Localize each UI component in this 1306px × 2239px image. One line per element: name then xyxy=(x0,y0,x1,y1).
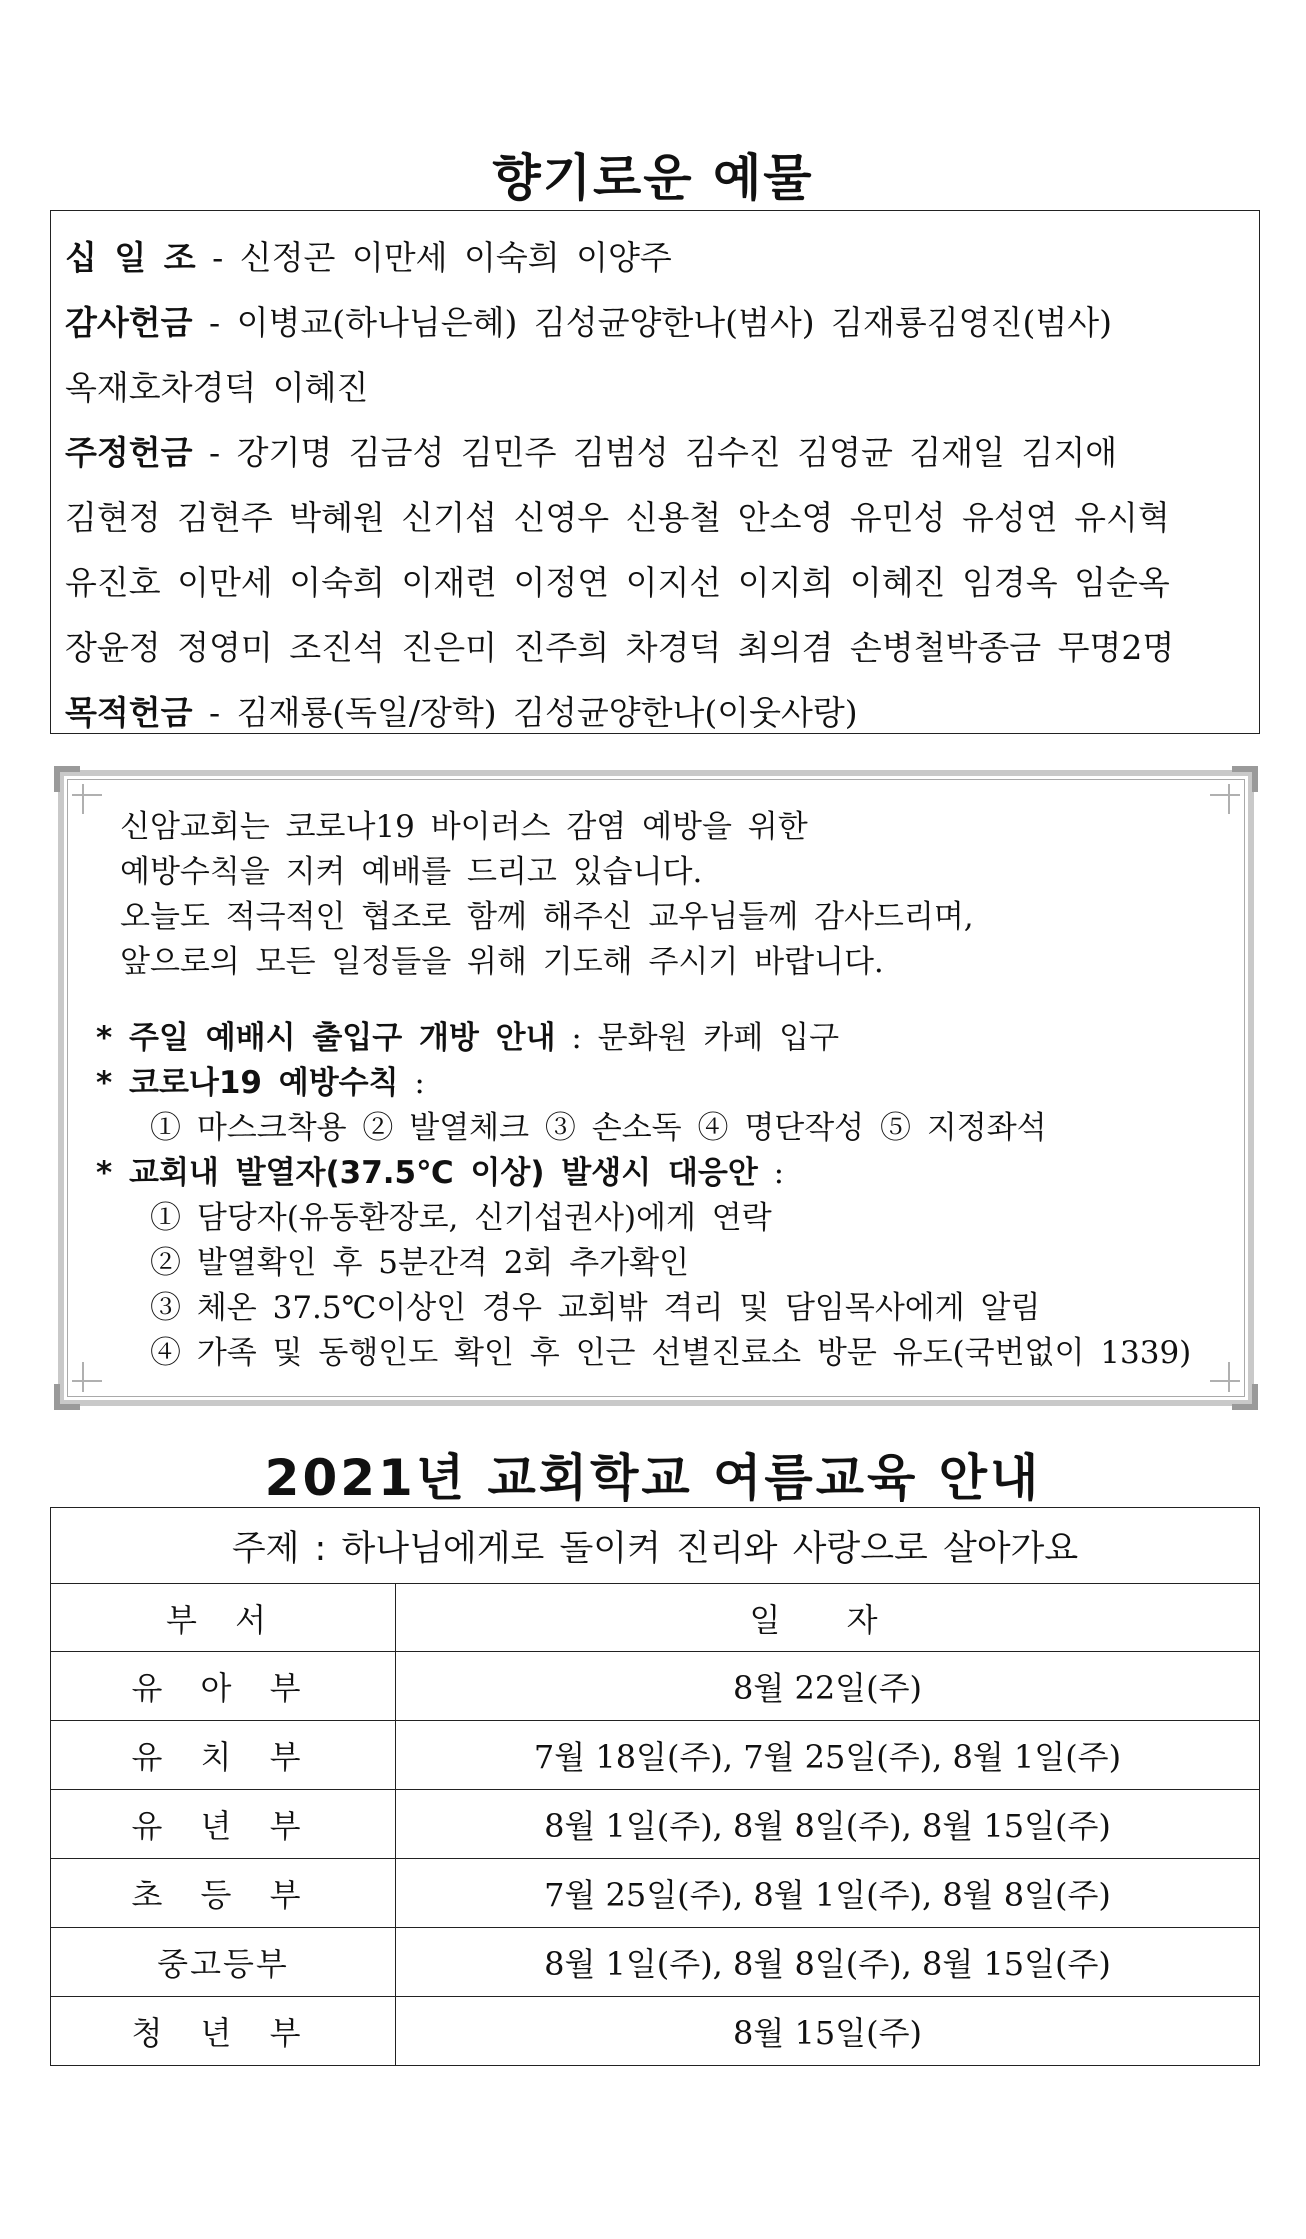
frame-ornament-icon xyxy=(1210,794,1240,796)
notice-fever-heading xyxy=(96,1153,784,1193)
notice-intro-line: 앞으로의 모든 일정들을 위해 기도해 주시기 바랍니다. xyxy=(120,944,884,980)
date-cell: 8월 1일(주), 8월 8일(주), 8월 15일(주) xyxy=(396,1790,1260,1859)
school-title: 2021년 교회학교 여름교육 안내 xyxy=(264,1449,1042,1507)
frame-ornament-icon xyxy=(82,784,84,814)
schedule-table xyxy=(50,1507,1260,2066)
table-row xyxy=(51,1997,1260,2066)
table-row xyxy=(51,1790,1260,1859)
offering-label: 십 일 조 xyxy=(65,238,196,277)
notice-intro-line: 오늘도 적극적인 협조로 함께 해주신 교우님들께 감사드리며, xyxy=(120,899,974,935)
table-row xyxy=(51,1652,1260,1721)
corner-ornament-icon xyxy=(1232,766,1258,792)
date-cell: 7월 18일(주), 7월 25일(주), 8월 1일(주) xyxy=(396,1721,1260,1790)
date-cell: 8월 15일(주) xyxy=(396,1997,1260,2066)
notice-entrance xyxy=(96,1018,839,1058)
dept-cell: 청 년 부 xyxy=(51,1997,396,2066)
offering-names: - 신정곤 이만세 이숙희 이양주 xyxy=(195,238,672,277)
corner-ornament-icon xyxy=(54,766,80,792)
offering-names: - 이병교(하나님은혜) 김성균양한나(범사) 김재룡김영진(범사) xyxy=(192,303,1112,342)
frame-ornament-icon xyxy=(1210,1380,1240,1382)
offering-line-regular xyxy=(65,428,1245,493)
offering-names: 옥재호차경덕 이혜진 xyxy=(65,368,369,407)
dept-cell: 중고등부 xyxy=(51,1928,396,1997)
offering-line-purpose xyxy=(65,688,1245,753)
notice-rules-label: * 코로나19 예방수칙 xyxy=(96,1065,399,1101)
offering-names: - 김재룡(독일/장학) 김성균양한나(이웃사랑) xyxy=(192,693,858,732)
offerings-title: 향기로운 예물 xyxy=(492,149,814,207)
offering-names: 장윤정 정영미 조진석 진은미 진주희 차경덕 최의겸 손병철박종금 무명2명 xyxy=(65,628,1175,667)
dept-cell: 유 치 부 xyxy=(51,1721,396,1790)
covid-notice-box xyxy=(58,770,1254,1406)
offering-line-regular-cont xyxy=(65,558,1245,623)
notice-fever-step: ③ 체온 37.5℃이상인 경우 교회밖 격리 및 담임목사에게 알림 xyxy=(150,1290,1041,1326)
frame-ornament-icon xyxy=(1228,784,1230,814)
frame-ornament-icon xyxy=(72,1380,102,1382)
offering-line-thanks-cont xyxy=(65,363,1245,428)
date-cell: 7월 25일(주), 8월 1일(주), 8월 8일(주) xyxy=(396,1859,1260,1928)
notice-fever-step: ① 담당자(유동환장로, 신기섭권사)에게 연락 xyxy=(150,1200,772,1236)
offering-line-regular-cont xyxy=(65,493,1245,558)
notice-intro-line: 예방수칙을 지켜 예배를 드리고 있습니다. xyxy=(120,854,703,890)
notice-rules-list: ① 마스크착용 ② 발열체크 ③ 손소독 ④ 명단작성 ⑤ 지정좌석 xyxy=(150,1110,1047,1146)
notice-fever-step: ④ 가족 및 동행인도 확인 후 인근 선별진료소 방문 유도(국번없이 1339) xyxy=(150,1335,1192,1371)
frame-ornament-icon xyxy=(82,1362,84,1392)
date-cell: 8월 22일(주) xyxy=(396,1652,1260,1721)
notice-fever-step: ② 발열확인 후 5분간격 2회 추가확인 xyxy=(150,1245,690,1281)
schedule-header-row xyxy=(51,1584,1260,1652)
header-date: 일 자 xyxy=(396,1584,1260,1652)
offering-names: - 강기명 김금성 김민주 김범성 김수진 김영균 김재일 김지애 xyxy=(192,433,1118,472)
header-dept: 부 서 xyxy=(51,1584,396,1652)
notice-entrance-label: * 주일 예배시 출입구 개방 안내 xyxy=(96,1020,556,1056)
offering-line-regular-cont xyxy=(65,623,1245,688)
offering-label: 주정헌금 xyxy=(65,433,193,472)
schedule-theme-row xyxy=(51,1508,1260,1584)
offering-line-thanks xyxy=(65,298,1245,363)
corner-ornament-icon xyxy=(54,1384,80,1410)
table-row xyxy=(51,1928,1260,1997)
table-row xyxy=(51,1721,1260,1790)
offerings-box xyxy=(50,210,1260,734)
dept-cell: 유 년 부 xyxy=(51,1790,396,1859)
schedule-theme: 주제 : 하나님에게로 돌이켜 진리와 사랑으로 살아가요 xyxy=(51,1508,1260,1584)
frame-ornament-icon xyxy=(72,794,102,796)
notice-rules-heading xyxy=(96,1063,425,1103)
notice-fever-colon: : xyxy=(757,1155,785,1191)
frame-ornament-icon xyxy=(1228,1362,1230,1392)
table-row xyxy=(51,1859,1260,1928)
offering-names: 유진호 이만세 이숙희 이재련 이정연 이지선 이지희 이혜진 임경옥 임순옥 xyxy=(65,563,1170,602)
notice-rules-colon: : xyxy=(398,1065,425,1101)
notice-intro-line: 신암교회는 코로나19 바이러스 감염 예방을 위한 xyxy=(120,809,808,845)
offering-label: 목적헌금 xyxy=(65,693,193,732)
offering-label: 감사헌금 xyxy=(65,303,193,342)
offering-line-tithe xyxy=(65,233,1245,298)
date-cell: 8월 1일(주), 8월 8일(주), 8월 15일(주) xyxy=(396,1928,1260,1997)
notice-entrance-value: : 문화원 카페 입구 xyxy=(555,1020,840,1056)
dept-cell: 유 아 부 xyxy=(51,1652,396,1721)
corner-ornament-icon xyxy=(1232,1384,1258,1410)
notice-fever-label: * 교회내 발열자(37.5℃ 이상) 발생시 대응안 xyxy=(96,1155,758,1191)
dept-cell: 초 등 부 xyxy=(51,1859,396,1928)
offering-names: 김현정 김현주 박혜원 신기섭 신영우 신용철 안소영 유민성 유성연 유시혁 xyxy=(65,498,1170,537)
